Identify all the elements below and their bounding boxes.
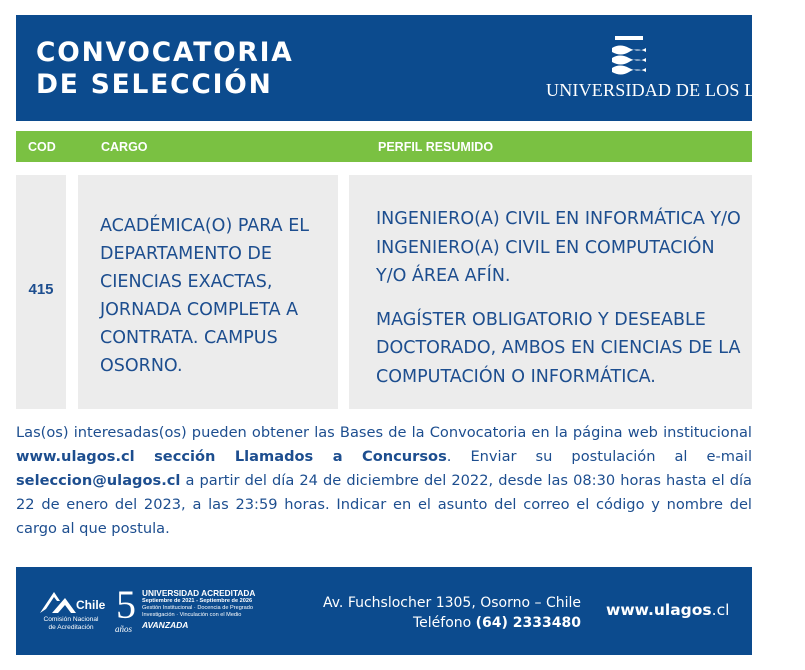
- cargo-value: ACADÉMICA(O) PARA EL DEPARTAMENTO DE CIENCIAS EXACTAS, JORNADA COMPLETA A CONTRATA. CAMPUS OSORNO.: [100, 216, 310, 376]
- contact-info: [306, 593, 581, 633]
- email-link[interactable]: seleccion@ulagos.cl: [16, 472, 181, 489]
- cna-name: Comisión Nacional de Acreditación: [43, 616, 99, 631]
- perfil-paragraph-2: MAGÍSTER OBLIGATORIO Y DESEABLE DOCTORADO, AMBOS EN CIENCIAS DE LA COMPUTACIÓN O INFORMÁTICA.: [376, 309, 741, 387]
- page-title: CONVOCATORIA DE SELECCIÓN: [36, 37, 294, 100]
- footer-website-link[interactable]: www.ulagos.cl: [606, 601, 730, 619]
- header-banner: [16, 15, 805, 121]
- perfil-paragraph-1: INGENIERO(A) CIVIL EN INFORMÁTICA Y/O INGENIERO(A) CIVIL EN COMPUTACIÓN Y/O ÁREA AFÍN.: [376, 209, 741, 286]
- website-link[interactable]: www.ulagos.cl sección Llamados a Concursos: [16, 448, 447, 465]
- cna-logo: [36, 589, 106, 639]
- column-cod: COD: [28, 140, 56, 154]
- address-text: Av. Fuchslocher 1305, Osorno – Chile: [322, 595, 581, 611]
- column-perfil: PERFIL RESUMIDO: [378, 140, 494, 154]
- cod-cell: [16, 175, 66, 409]
- university-logo: [546, 36, 805, 106]
- footer-banner: [16, 567, 752, 655]
- perfil-value: [376, 205, 746, 391]
- column-cargo: CARGO: [101, 140, 148, 154]
- accreditation-years-label: años: [115, 624, 133, 634]
- cna-chile-label: Chile: [76, 598, 106, 612]
- waves-logo-icon: [612, 36, 646, 74]
- cargo-cell: [78, 175, 338, 409]
- perfil-cell: [349, 175, 752, 409]
- instructions-text: Las(os) interesadas(os) pueden obtener las Bases de la Convocatoria en la página web institucional www.ulagos.cl sección Llamados a Concursos. Enviar su postulación al e-mail seleccion@ulagos.cl a partir del día 24 de diciembre del 2022, desde las 08:30 horas hasta el día 22 de enero del 2023, a las 23:59 horas. Indicar en el asunto del correo el código y nombre del cargo al que postula.: [16, 424, 752, 537]
- accreditation-years-number: 5: [116, 582, 136, 627]
- column-header-bar: [16, 131, 752, 162]
- cod-value: 415: [28, 281, 54, 298]
- phone-text: Teléfono (64) 2333480: [412, 615, 581, 631]
- accreditation-details: UNIVERSIDAD ACREDITADA Septiembre de 2021 - Septiembre de 2026 Gestión Institucional · Docencia de Pregrado Investigación · Vinculación con el Medio AVANZADA: [142, 588, 256, 630]
- cna-mountain-icon: [38, 589, 78, 615]
- university-name: UNIVERSIDAD DE LOS LAGOS: [546, 80, 805, 100]
